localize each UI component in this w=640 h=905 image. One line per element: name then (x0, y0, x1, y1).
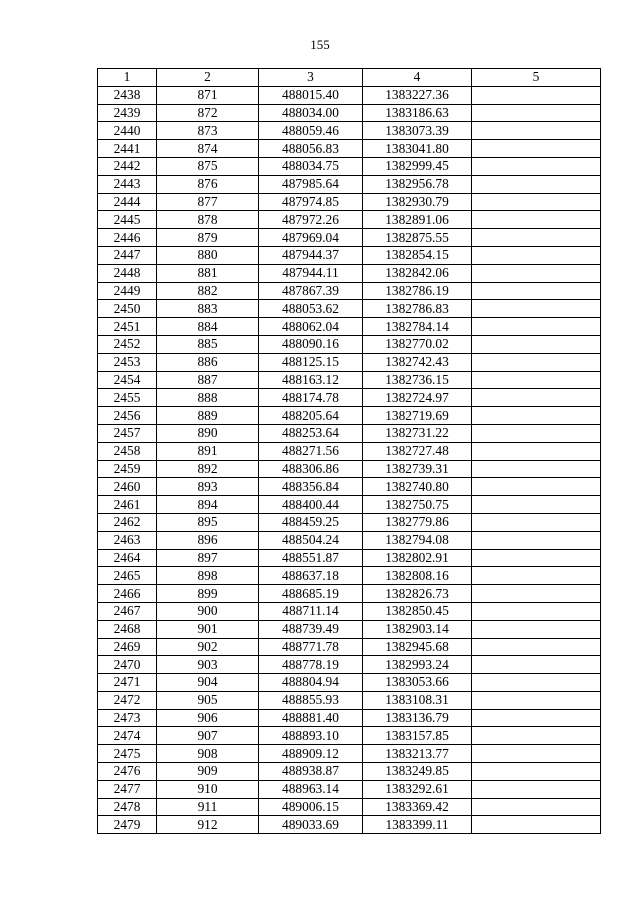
point-id-cell: 2474 (98, 727, 157, 745)
column-header-5: 5 (472, 69, 601, 87)
y-coordinate-cell: 1382784.14 (363, 318, 472, 336)
note-cell (472, 709, 601, 727)
point-number-cell: 905 (157, 691, 259, 709)
y-coordinate-cell: 1383213.77 (363, 745, 472, 763)
y-coordinate-cell: 1382993.24 (363, 656, 472, 674)
point-number-cell: 888 (157, 389, 259, 407)
note-cell (472, 602, 601, 620)
y-coordinate-cell: 1383399.11 (363, 816, 472, 834)
y-coordinate-cell: 1382727.48 (363, 442, 472, 460)
table-row (98, 442, 601, 460)
table-row (98, 763, 601, 781)
page-number: 155 (310, 37, 330, 52)
y-coordinate-cell: 1382742.43 (363, 353, 472, 371)
note-cell (472, 122, 601, 140)
note-cell (472, 282, 601, 300)
note-cell (472, 745, 601, 763)
point-id-cell: 2443 (98, 175, 157, 193)
point-id-cell: 2444 (98, 193, 157, 211)
table-row (98, 282, 601, 300)
table-row (98, 585, 601, 603)
x-coordinate-cell: 488893.10 (259, 727, 363, 745)
y-coordinate-cell: 1382875.55 (363, 229, 472, 247)
y-coordinate-cell: 1382750.75 (363, 496, 472, 514)
note-cell (472, 246, 601, 264)
x-coordinate-cell: 488685.19 (259, 585, 363, 603)
point-id-cell: 2465 (98, 567, 157, 585)
x-coordinate-cell: 488125.15 (259, 353, 363, 371)
x-coordinate-cell: 487974.85 (259, 193, 363, 211)
point-number-cell: 879 (157, 229, 259, 247)
table-row (98, 424, 601, 442)
table-row (98, 122, 601, 140)
note-cell (472, 86, 601, 104)
table-row (98, 211, 601, 229)
y-coordinate-cell: 1382736.15 (363, 371, 472, 389)
x-coordinate-cell: 488778.19 (259, 656, 363, 674)
x-coordinate-cell: 488053.62 (259, 300, 363, 318)
note-cell (472, 300, 601, 318)
column-header-1: 1 (98, 69, 157, 87)
point-number-cell: 903 (157, 656, 259, 674)
table-row (98, 549, 601, 567)
note-cell (472, 460, 601, 478)
y-coordinate-cell: 1383227.36 (363, 86, 472, 104)
y-coordinate-cell: 1382956.78 (363, 175, 472, 193)
point-number-cell: 875 (157, 157, 259, 175)
y-coordinate-cell: 1382786.19 (363, 282, 472, 300)
point-id-cell: 2473 (98, 709, 157, 727)
point-number-cell: 887 (157, 371, 259, 389)
point-id-cell: 2438 (98, 86, 157, 104)
point-number-cell: 911 (157, 798, 259, 816)
point-id-cell: 2456 (98, 407, 157, 425)
table-row (98, 246, 601, 264)
column-header-4: 4 (363, 69, 472, 87)
note-cell (472, 798, 601, 816)
x-coordinate-cell: 488804.94 (259, 674, 363, 692)
y-coordinate-cell: 1383108.31 (363, 691, 472, 709)
point-number-cell: 901 (157, 620, 259, 638)
point-number-cell: 893 (157, 478, 259, 496)
y-coordinate-cell: 1382999.45 (363, 157, 472, 175)
point-id-cell: 2452 (98, 335, 157, 353)
note-cell (472, 638, 601, 656)
y-coordinate-cell: 1382731.22 (363, 424, 472, 442)
coordinates-table (97, 68, 601, 834)
y-coordinate-cell: 1382740.80 (363, 478, 472, 496)
table-row (98, 407, 601, 425)
point-id-cell: 2459 (98, 460, 157, 478)
x-coordinate-cell: 487969.04 (259, 229, 363, 247)
point-number-cell: 884 (157, 318, 259, 336)
x-coordinate-cell: 488881.40 (259, 709, 363, 727)
point-number-cell: 881 (157, 264, 259, 282)
note-cell (472, 816, 601, 834)
point-number-cell: 894 (157, 496, 259, 514)
table-header-row (98, 69, 601, 87)
point-id-cell: 2455 (98, 389, 157, 407)
table-row (98, 478, 601, 496)
x-coordinate-cell: 487944.37 (259, 246, 363, 264)
x-coordinate-cell: 488771.78 (259, 638, 363, 656)
point-id-cell: 2463 (98, 531, 157, 549)
note-cell (472, 656, 601, 674)
point-number-cell: 898 (157, 567, 259, 585)
table-row (98, 798, 601, 816)
point-id-cell: 2446 (98, 229, 157, 247)
point-id-cell: 2441 (98, 140, 157, 158)
point-number-cell: 897 (157, 549, 259, 567)
table-row (98, 620, 601, 638)
point-number-cell: 899 (157, 585, 259, 603)
table-row (98, 335, 601, 353)
note-cell (472, 478, 601, 496)
x-coordinate-cell: 488015.40 (259, 86, 363, 104)
point-number-cell: 902 (157, 638, 259, 656)
y-coordinate-cell: 1382930.79 (363, 193, 472, 211)
point-id-cell: 2472 (98, 691, 157, 709)
x-coordinate-cell: 488062.04 (259, 318, 363, 336)
x-coordinate-cell: 488551.87 (259, 549, 363, 567)
note-cell (472, 567, 601, 585)
point-id-cell: 2469 (98, 638, 157, 656)
point-id-cell: 2450 (98, 300, 157, 318)
y-coordinate-cell: 1382854.15 (363, 246, 472, 264)
table-row (98, 513, 601, 531)
x-coordinate-cell: 488938.87 (259, 763, 363, 781)
note-cell (472, 585, 601, 603)
point-number-cell: 871 (157, 86, 259, 104)
x-coordinate-cell: 488253.64 (259, 424, 363, 442)
point-id-cell: 2447 (98, 246, 157, 264)
table-row (98, 140, 601, 158)
x-coordinate-cell: 488637.18 (259, 567, 363, 585)
point-number-cell: 877 (157, 193, 259, 211)
point-number-cell: 909 (157, 763, 259, 781)
table-row (98, 602, 601, 620)
table-row (98, 229, 601, 247)
x-coordinate-cell: 488504.24 (259, 531, 363, 549)
y-coordinate-cell: 1382891.06 (363, 211, 472, 229)
x-coordinate-cell: 488034.00 (259, 104, 363, 122)
table-row (98, 691, 601, 709)
y-coordinate-cell: 1382842.06 (363, 264, 472, 282)
table-row (98, 745, 601, 763)
note-cell (472, 727, 601, 745)
x-coordinate-cell: 488459.25 (259, 513, 363, 531)
y-coordinate-cell: 1383292.61 (363, 780, 472, 798)
table-row (98, 389, 601, 407)
x-coordinate-cell: 488963.14 (259, 780, 363, 798)
x-coordinate-cell: 488163.12 (259, 371, 363, 389)
table-row (98, 353, 601, 371)
table-row (98, 709, 601, 727)
table-row (98, 264, 601, 282)
x-coordinate-cell: 488739.49 (259, 620, 363, 638)
table-row (98, 175, 601, 193)
x-coordinate-cell: 489006.15 (259, 798, 363, 816)
note-cell (472, 620, 601, 638)
x-coordinate-cell: 488400.44 (259, 496, 363, 514)
point-id-cell: 2442 (98, 157, 157, 175)
point-number-cell: 910 (157, 780, 259, 798)
x-coordinate-cell: 487972.26 (259, 211, 363, 229)
table-row (98, 531, 601, 549)
note-cell (472, 211, 601, 229)
point-id-cell: 2448 (98, 264, 157, 282)
note-cell (472, 531, 601, 549)
table-row (98, 300, 601, 318)
note-cell (472, 318, 601, 336)
point-number-cell: 889 (157, 407, 259, 425)
point-id-cell: 2477 (98, 780, 157, 798)
point-id-cell: 2466 (98, 585, 157, 603)
point-number-cell: 886 (157, 353, 259, 371)
note-cell (472, 175, 601, 193)
point-id-cell: 2462 (98, 513, 157, 531)
x-coordinate-cell: 488356.84 (259, 478, 363, 496)
y-coordinate-cell: 1382850.45 (363, 602, 472, 620)
x-coordinate-cell: 489033.69 (259, 816, 363, 834)
point-id-cell: 2467 (98, 602, 157, 620)
table-row (98, 567, 601, 585)
x-coordinate-cell: 487867.39 (259, 282, 363, 300)
note-cell (472, 549, 601, 567)
note-cell (472, 442, 601, 460)
table-row (98, 816, 601, 834)
y-coordinate-cell: 1382786.83 (363, 300, 472, 318)
x-coordinate-cell: 488711.14 (259, 602, 363, 620)
table-row (98, 674, 601, 692)
y-coordinate-cell: 1383369.42 (363, 798, 472, 816)
x-coordinate-cell: 488174.78 (259, 389, 363, 407)
note-cell (472, 157, 601, 175)
point-number-cell: 878 (157, 211, 259, 229)
point-id-cell: 2460 (98, 478, 157, 496)
point-number-cell: 900 (157, 602, 259, 620)
table-row (98, 496, 601, 514)
note-cell (472, 335, 601, 353)
y-coordinate-cell: 1382808.16 (363, 567, 472, 585)
point-number-cell: 895 (157, 513, 259, 531)
point-id-cell: 2439 (98, 104, 157, 122)
column-header-2: 2 (157, 69, 259, 87)
table-row (98, 318, 601, 336)
point-id-cell: 2476 (98, 763, 157, 781)
column-header-3: 3 (259, 69, 363, 87)
point-number-cell: 891 (157, 442, 259, 460)
point-number-cell: 906 (157, 709, 259, 727)
note-cell (472, 780, 601, 798)
point-number-cell: 880 (157, 246, 259, 264)
y-coordinate-cell: 1382770.02 (363, 335, 472, 353)
point-number-cell: 908 (157, 745, 259, 763)
note-cell (472, 513, 601, 531)
point-number-cell: 907 (157, 727, 259, 745)
note-cell (472, 424, 601, 442)
point-id-cell: 2457 (98, 424, 157, 442)
point-number-cell: 874 (157, 140, 259, 158)
x-coordinate-cell: 488909.12 (259, 745, 363, 763)
table-row (98, 157, 601, 175)
note-cell (472, 674, 601, 692)
x-coordinate-cell: 488205.64 (259, 407, 363, 425)
point-id-cell: 2475 (98, 745, 157, 763)
note-cell (472, 193, 601, 211)
point-id-cell: 2468 (98, 620, 157, 638)
table-row (98, 193, 601, 211)
note-cell (472, 104, 601, 122)
y-coordinate-cell: 1383157.85 (363, 727, 472, 745)
point-id-cell: 2471 (98, 674, 157, 692)
point-id-cell: 2453 (98, 353, 157, 371)
note-cell (472, 389, 601, 407)
note-cell (472, 371, 601, 389)
table-row (98, 460, 601, 478)
y-coordinate-cell: 1382945.68 (363, 638, 472, 656)
y-coordinate-cell: 1383041.80 (363, 140, 472, 158)
note-cell (472, 691, 601, 709)
y-coordinate-cell: 1383186.63 (363, 104, 472, 122)
y-coordinate-cell: 1382724.97 (363, 389, 472, 407)
table-body (98, 86, 601, 833)
point-id-cell: 2440 (98, 122, 157, 140)
point-number-cell: 885 (157, 335, 259, 353)
table-row (98, 780, 601, 798)
point-id-cell: 2445 (98, 211, 157, 229)
table-row (98, 638, 601, 656)
x-coordinate-cell: 487944.11 (259, 264, 363, 282)
note-cell (472, 407, 601, 425)
point-id-cell: 2449 (98, 282, 157, 300)
note-cell (472, 229, 601, 247)
table-row (98, 727, 601, 745)
y-coordinate-cell: 1382802.91 (363, 549, 472, 567)
x-coordinate-cell: 488271.56 (259, 442, 363, 460)
note-cell (472, 353, 601, 371)
y-coordinate-cell: 1383249.85 (363, 763, 472, 781)
note-cell (472, 496, 601, 514)
point-number-cell: 876 (157, 175, 259, 193)
note-cell (472, 763, 601, 781)
table-row (98, 86, 601, 104)
point-id-cell: 2451 (98, 318, 157, 336)
point-number-cell: 896 (157, 531, 259, 549)
point-number-cell: 904 (157, 674, 259, 692)
table-row (98, 371, 601, 389)
point-number-cell: 872 (157, 104, 259, 122)
point-number-cell: 892 (157, 460, 259, 478)
x-coordinate-cell: 488059.46 (259, 122, 363, 140)
point-id-cell: 2454 (98, 371, 157, 389)
y-coordinate-cell: 1382779.86 (363, 513, 472, 531)
note-cell (472, 140, 601, 158)
point-number-cell: 883 (157, 300, 259, 318)
point-id-cell: 2479 (98, 816, 157, 834)
y-coordinate-cell: 1383073.39 (363, 122, 472, 140)
x-coordinate-cell: 488034.75 (259, 157, 363, 175)
point-number-cell: 890 (157, 424, 259, 442)
point-id-cell: 2458 (98, 442, 157, 460)
x-coordinate-cell: 488056.83 (259, 140, 363, 158)
y-coordinate-cell: 1382794.08 (363, 531, 472, 549)
x-coordinate-cell: 488306.86 (259, 460, 363, 478)
y-coordinate-cell: 1382719.69 (363, 407, 472, 425)
y-coordinate-cell: 1382826.73 (363, 585, 472, 603)
point-number-cell: 873 (157, 122, 259, 140)
point-number-cell: 912 (157, 816, 259, 834)
point-id-cell: 2470 (98, 656, 157, 674)
point-id-cell: 2464 (98, 549, 157, 567)
x-coordinate-cell: 487985.64 (259, 175, 363, 193)
point-id-cell: 2478 (98, 798, 157, 816)
y-coordinate-cell: 1383053.66 (363, 674, 472, 692)
note-cell (472, 264, 601, 282)
table-row (98, 656, 601, 674)
y-coordinate-cell: 1382903.14 (363, 620, 472, 638)
table-row (98, 104, 601, 122)
point-number-cell: 882 (157, 282, 259, 300)
point-id-cell: 2461 (98, 496, 157, 514)
x-coordinate-cell: 488090.16 (259, 335, 363, 353)
y-coordinate-cell: 1383136.79 (363, 709, 472, 727)
x-coordinate-cell: 488855.93 (259, 691, 363, 709)
y-coordinate-cell: 1382739.31 (363, 460, 472, 478)
